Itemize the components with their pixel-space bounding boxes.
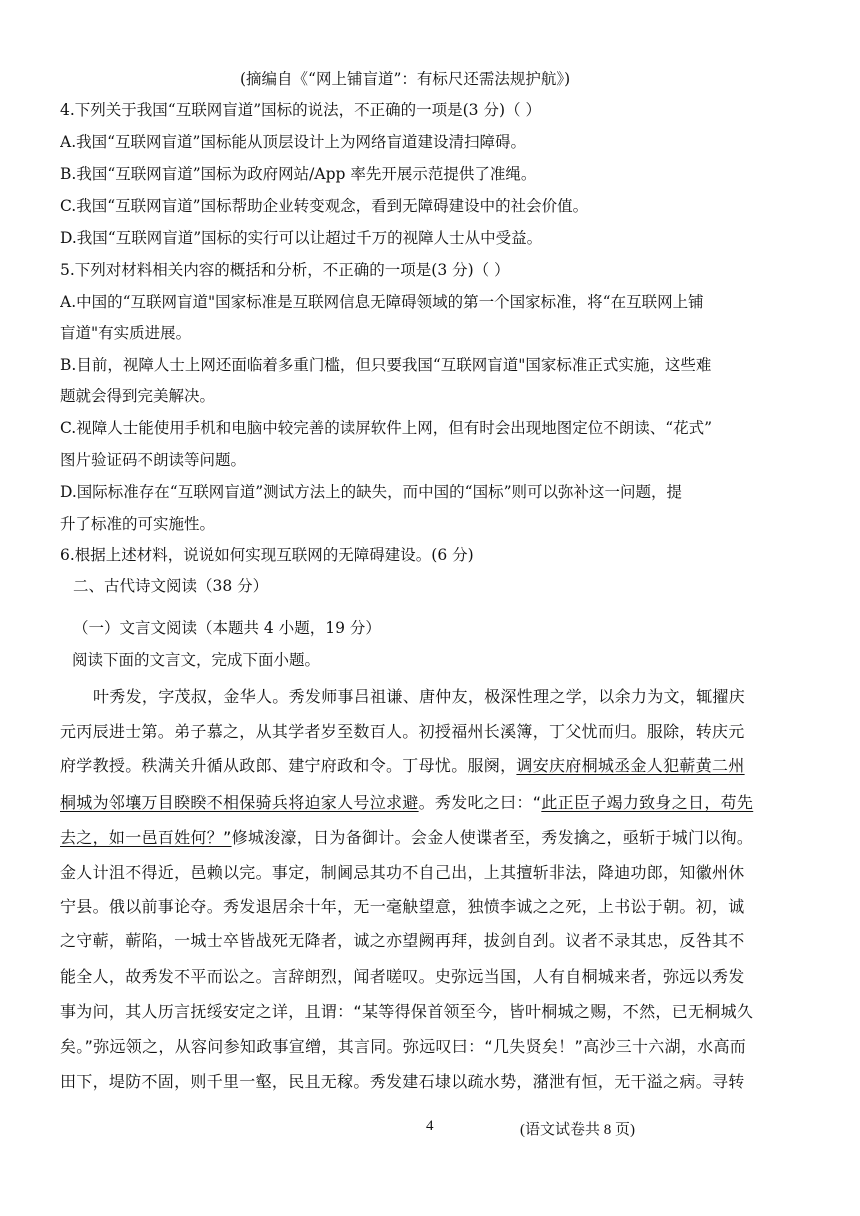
passage-line <box>60 792 810 814</box>
passage-line: 能全人，故秀发不平而讼之。言辞朗烈，闻者嗟叹。史弥远当国，人有自桐城来者，弥远以秀发 <box>60 967 745 986</box>
section-title: 二、古代诗文阅读（38 分） <box>73 577 269 595</box>
question-5-option-b-line2: 题就会得到完美解决。 <box>60 387 216 405</box>
question-5-option-d-line1: D.国际标准存在“互联网盲道”测试方法上的缺失，而中国的“国标”则可以弥补这一问题，提 <box>60 483 683 501</box>
passage-line <box>60 755 810 777</box>
passage-line: 金人计沮不得近，邑赖以完。事定，制阃忌其功不自己出，上其擅斩非法，降迪功郎，知徽州休 <box>60 863 745 882</box>
underlined-sentence: 此正臣子竭力致身之日，苟先 <box>541 793 754 812</box>
subsection-title: （一）文言文阅读（本题共 4 小题，19 分） <box>73 619 381 637</box>
passage-text: 修城浚濠，日为备御计。会金人使谍者至，秀发擒之，亟斩于城门以徇。 <box>231 828 754 847</box>
passage-line: 之守蕲，蕲陷，一城士卒皆战死无降者，诚之亦望阙再拜，拔剑自刭。议者不录其忠，反咎其不 <box>60 931 745 950</box>
passage-line: 田下，堤防不固，则千里一壑，民且无稼。秀发建石埭以疏水势，潴泄有恒，无干溢之病。寻转 <box>60 1072 745 1091</box>
passage-line: 事为问，其人历言抚绥安定之详，且谓：“某等得保首领至今，皆叶桐城之赐，不然，已无桐城久 <box>60 1002 754 1021</box>
page-info: (语文试卷共 8 页) <box>520 1122 635 1138</box>
passage-line <box>60 827 810 849</box>
question-4-stem: 4.下列关于我国“互联网盲道”国标的说法，不正确的一项是(3 分)（ ） <box>60 101 541 119</box>
passage-text: 府学教授。秩满关升循从政郎、建宁府政和令。丁母忧。服阕， <box>60 756 517 775</box>
page-number: 4 <box>426 1118 434 1134</box>
question-5-option-c-line1: C.视障人士能使用手机和电脑中较完善的读屏软件上网，但有时会出现地图定位不朗读、“花式” <box>60 419 713 437</box>
question-4-option-d: D.我国“互联网盲道”国标的实行可以让超过千万的视障人士从中受益。 <box>60 229 543 247</box>
question-5-option-d-line2: 升了标准的可实施性。 <box>60 515 216 533</box>
passage-line: 叶秀发，字茂叔，金华人。秀发师事吕祖谦、唐仲友，极深性理之学，以余力为文，辄擢庆 <box>93 687 746 706</box>
underlined-sentence: 调安庆府桐城丞金人犯蕲黄二州 <box>516 756 745 775</box>
question-5-option-b-line1: B.目前，视障人士上网还面临着多重门槛，但只要我国“互联网盲道"国家标准正式实施，这些难 <box>60 356 712 374</box>
passage-line: 矣。”弥远领之，从容问参知政事宣缯，其言同。弥远叹曰：“几失贤矣！”高沙三十六湖，水高而 <box>60 1037 747 1056</box>
question-6: 6.根据上述材料，说说如何实现互联网的无障碍建设。(6 分) <box>60 546 474 564</box>
question-4-option-c: C.我国“互联网盲道”国标帮助企业转变观念，看到无障碍建设中的社会价值。 <box>60 197 589 215</box>
reading-instruction: 阅读下面的文言文，完成下面小题。 <box>72 651 321 669</box>
question-5-option-a-line1: A.中国的“互联网盲道"国家标准是互联网信息无障碍领域的第一个国家标准，将“在互联网上铺 <box>60 293 704 311</box>
question-5-option-c-line2: 图片验证码不朗读等问题。 <box>60 451 247 469</box>
question-5-option-a-line2: 盲道"有实质进展。 <box>60 324 192 342</box>
question-4-option-b: B.我国“互联网盲道”国标为政府网站/App 率先开展示范提供了准绳。 <box>60 165 537 183</box>
question-5-stem: 5.下列对材料相关内容的概括和分析，不正确的一项是(3 分)（ ） <box>60 261 510 279</box>
underlined-sentence: 桐城为邻壤万目睽睽不相保骑兵将迫家人号泣求避 <box>60 793 419 812</box>
passage-text: 。秀发叱之曰：“ <box>418 793 542 812</box>
passage-line: 宁县。俄以前事论夺。秀发退居余十年，无一毫觖望意，独愤李诚之之死，上书讼于朝。初，诚 <box>60 897 745 916</box>
passage-line: 元丙辰进士第。弟子慕之，从其学者岁至数百人。初授福州长溪簿，丁父忧而归。服除，转庆元 <box>60 722 745 741</box>
underlined-sentence: 去之，如一邑百姓何？” <box>60 828 232 847</box>
source-citation: (摘编自《“网上铺盲道”：有标尺还需法规护航》) <box>240 70 571 88</box>
question-4-option-a: A.我国“互联网盲道”国标能从顶层设计上为网络盲道建设清扫障碍。 <box>60 133 526 151</box>
